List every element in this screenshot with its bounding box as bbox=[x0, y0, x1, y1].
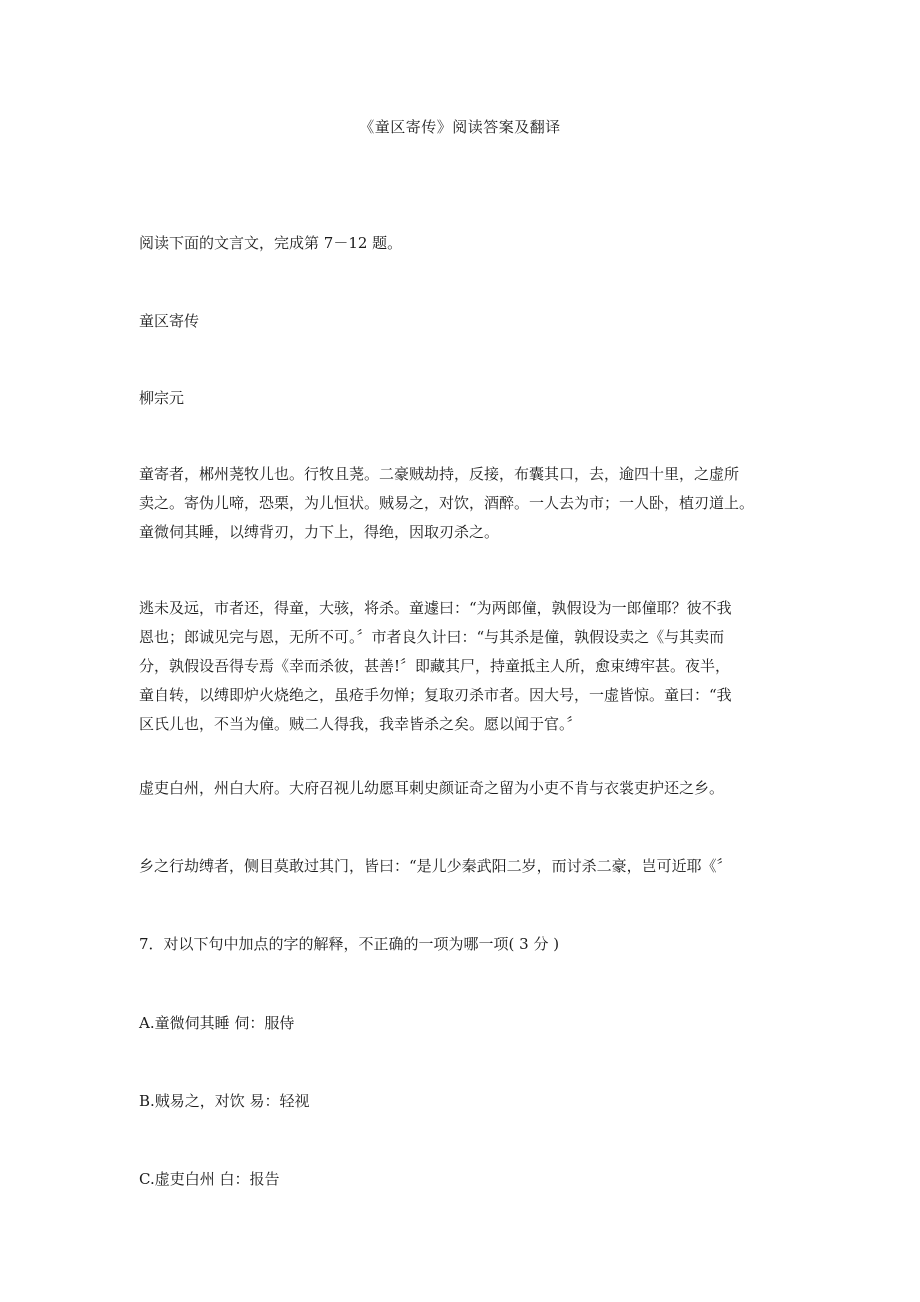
essay-author: 柳宗元 bbox=[139, 389, 185, 407]
paragraph-3: 虚吏白州，州白大府。大府召视儿幼愿耳刺史颜证奇之留为小吏不肯与衣裳吏护还之乡。 bbox=[139, 779, 725, 797]
paragraph-4: 乡之行劫缚者，侧目莫敢过其门，皆曰：“是儿少秦武阳二岁，而讨杀二豪，岂可近耶《〞 bbox=[139, 857, 732, 875]
paragraph-1-line: 卖之。寄伪儿啼，恐栗，为儿恒状。贼易之，对饮，酒醉。一人去为市；一人卧，植刃道上。 bbox=[139, 494, 755, 512]
paragraph-1-line: 童寄者，郴州荛牧儿也。行牧且荛。二豪贼劫持，反接，布囊其口，去，逾四十里，之虚所 bbox=[139, 465, 740, 483]
paragraph-2-line: 区氏儿也，不当为僮。贼二人得我，我幸皆杀之矣。愿以闻于官。〞 bbox=[139, 715, 582, 733]
option-b: B.贼易之，对饮 易：轻视 bbox=[139, 1092, 310, 1110]
essay-title: 童区寄传 bbox=[139, 312, 200, 330]
question-7: 7．对以下句中加点的字的解释，不正确的一项为哪一项( 3 分 ) bbox=[139, 935, 560, 953]
paragraph-1 bbox=[139, 460, 789, 547]
paragraph-2-line: 分，孰假设吾得专焉《幸而杀彼，甚善!〞即藏其尸，持童抵主人所，愈束缚牢甚。夜半， bbox=[139, 657, 731, 675]
option-a: A.童微伺其睡 伺：服侍 bbox=[139, 1014, 295, 1032]
reading-instruction: 阅读下面的文言文，完成第 7－12 题。 bbox=[139, 234, 403, 252]
paragraph-2-line: 童自转，以缚即炉火烧绝之，虽疮手勿惮；复取刃杀市者。因大号，一虚皆惊。童曰：“我 bbox=[139, 686, 732, 704]
paragraph-2-line: 恩也；郎诚见完与恩，无所不可。〞市者良久计曰：“与其杀是僮，孰假设卖之《与其卖而 bbox=[139, 628, 725, 646]
paragraph-2 bbox=[139, 594, 789, 739]
option-c: C.虚吏白州 白：报告 bbox=[139, 1170, 280, 1188]
paragraph-2-line: 逃未及远，市者还，得童，大骇，将杀。童遽曰：“为两郎僮，孰假设为一郎僮耶？彼不我 bbox=[139, 599, 732, 617]
paragraph-1-line: 童微伺其睡，以缚背刃，力下上，得绝，因取刃杀之。 bbox=[139, 523, 500, 541]
document-title: 《童区寄传》阅读答案及翻译 bbox=[359, 118, 561, 136]
